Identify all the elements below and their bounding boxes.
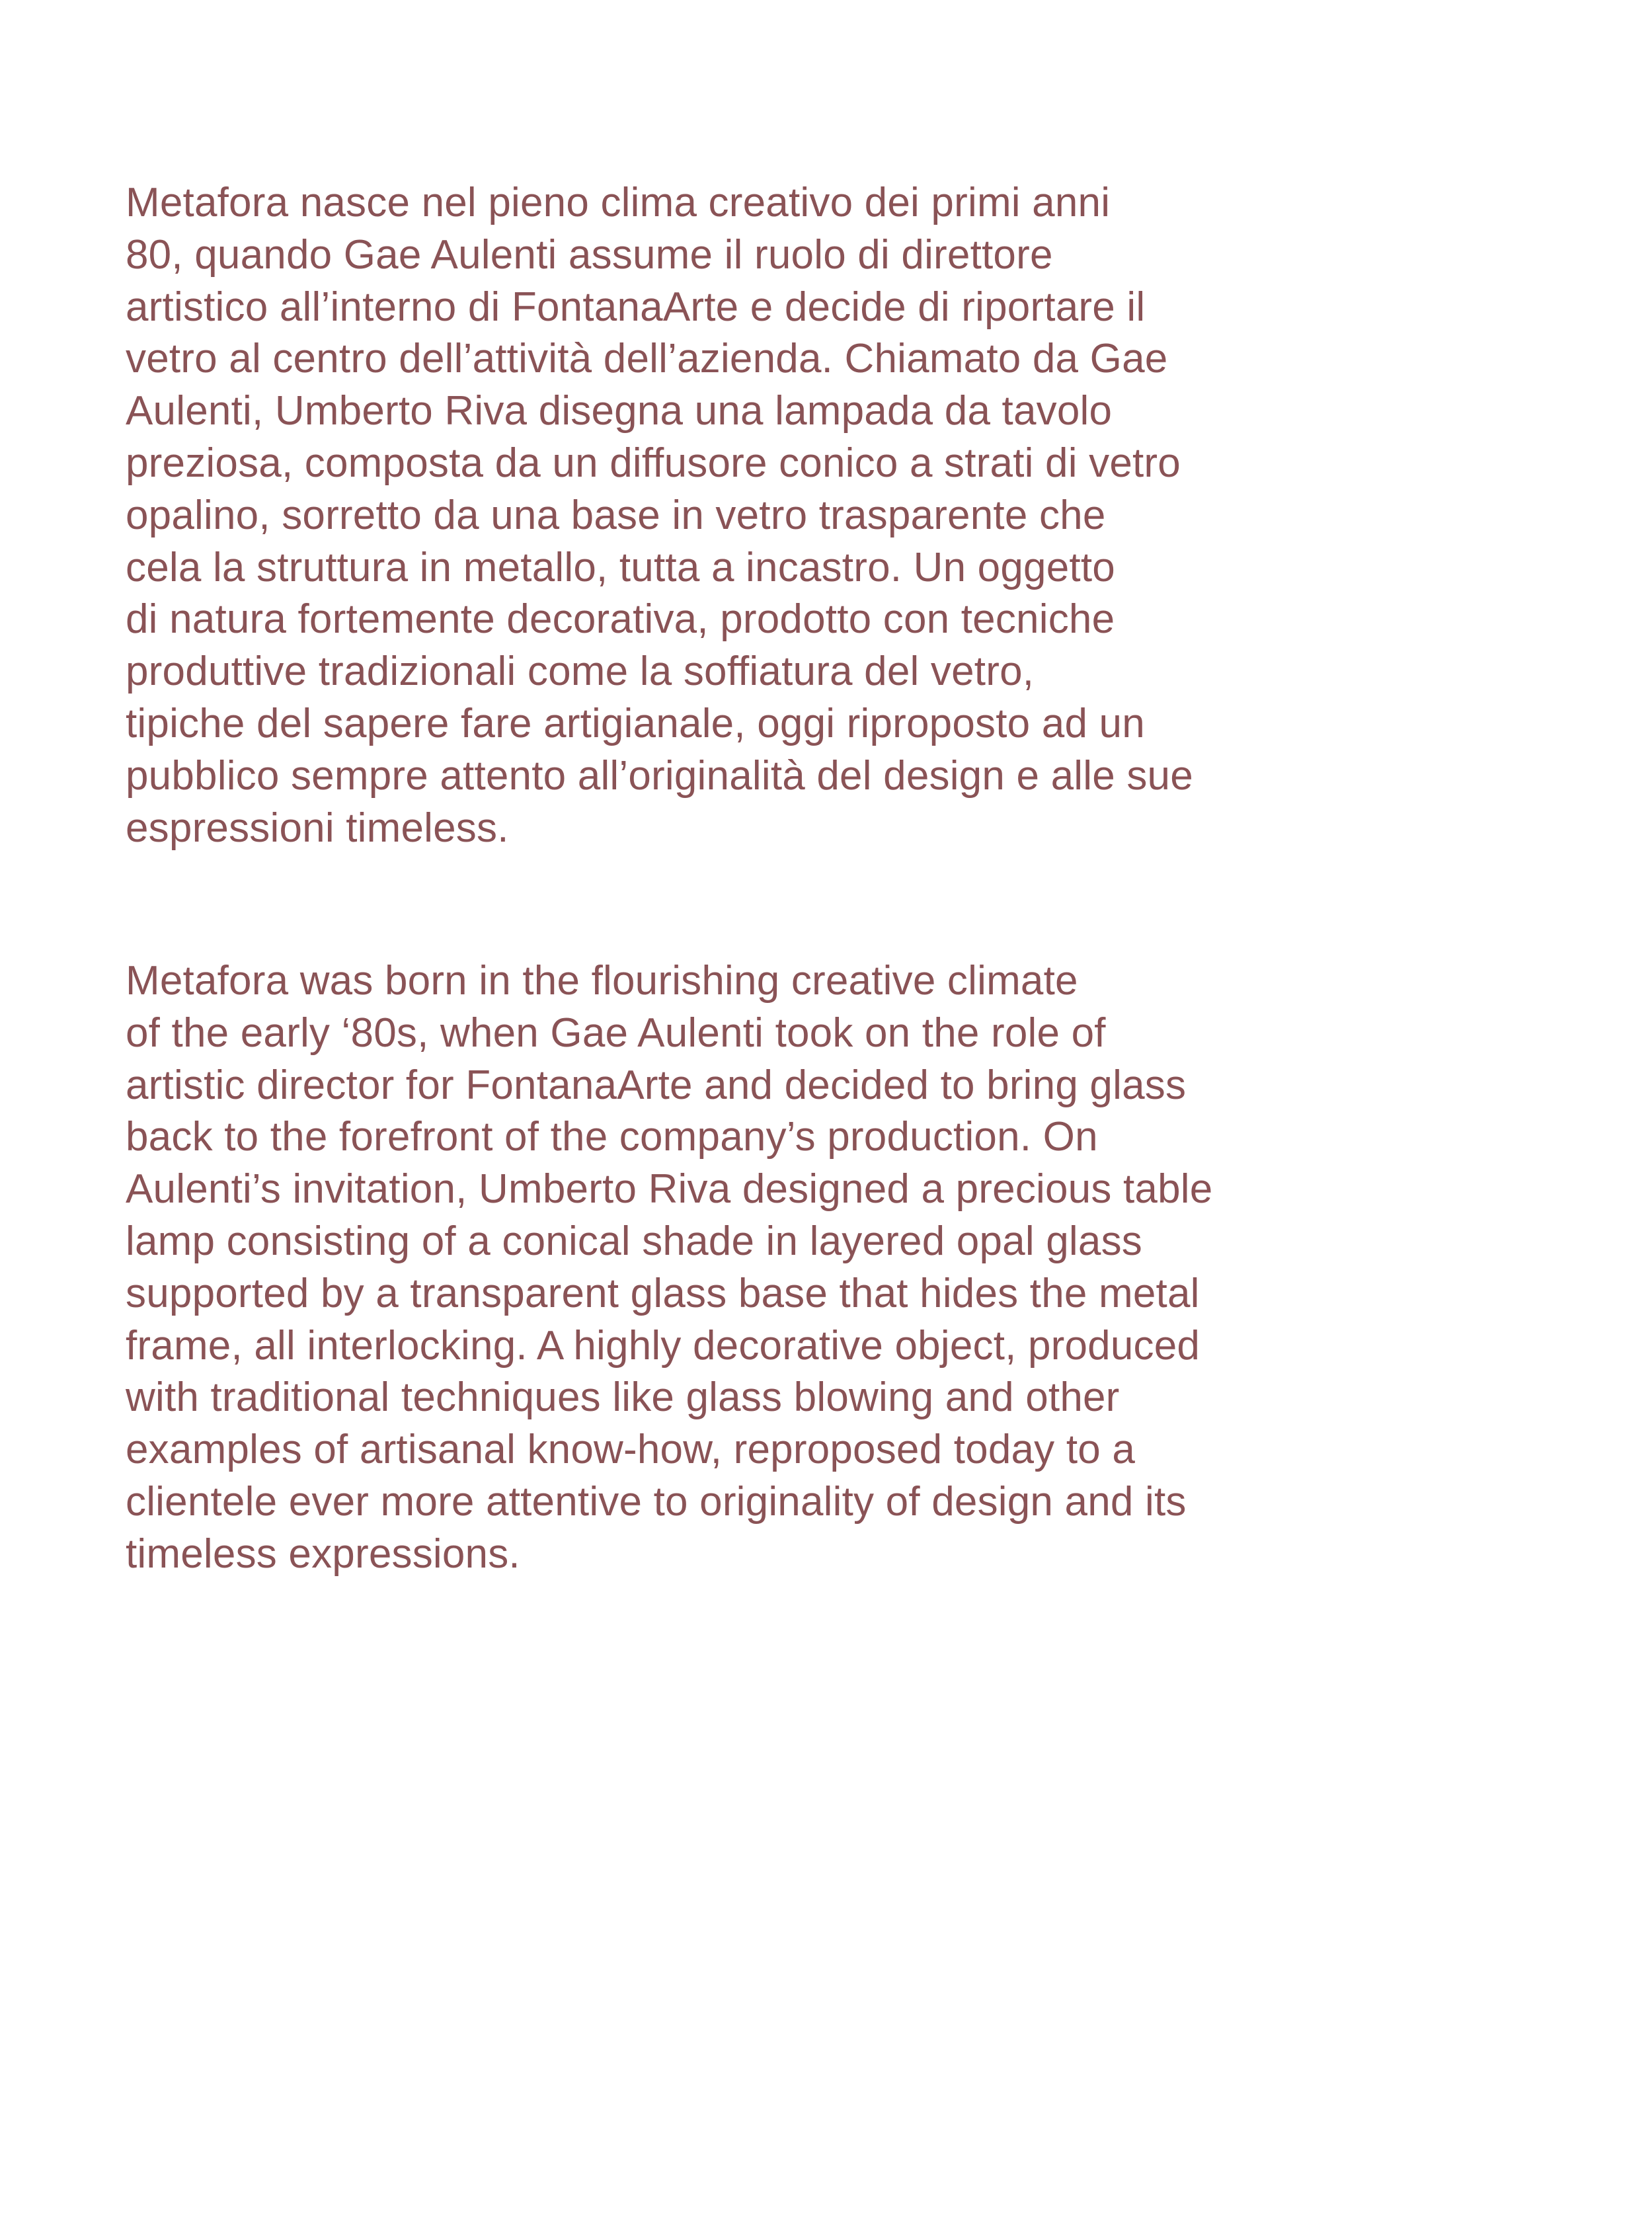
paragraph-line: supported by a transparent glass base that hides the metal bbox=[126, 1270, 1200, 1316]
paragraph-line: timeless expressions. bbox=[126, 1531, 520, 1577]
paragraph-line: di natura fortemente decorativa, prodotto con tecniche bbox=[126, 596, 1115, 643]
paragraph-line: Metafora was born in the flourishing creative climate bbox=[126, 958, 1078, 1004]
paragraph-line: Metafora nasce nel pieno clima creativo dei primi anni bbox=[126, 180, 1111, 225]
paragraph-line: espressioni timeless. bbox=[126, 805, 509, 851]
paragraph-line: with traditional techniques like glass blowing and other bbox=[126, 1374, 1120, 1421]
paragraph-line: produttive tradizionali come la soffiatura del vetro, bbox=[126, 649, 1035, 695]
paragraph-line: examples of artisanal know-how, reproposed today to a bbox=[126, 1427, 1136, 1473]
paragraph-line: tipiche del sapere fare artigianale, oggi riproposto ad un bbox=[126, 700, 1145, 746]
paragraph-line: vetro al centro dell’attività dell’azienda. Chiamato da Gae bbox=[126, 336, 1168, 382]
italian-description-paragraph bbox=[126, 177, 1448, 854]
paragraph-line: pubblico sempre attento all’originalità del design e alle sue bbox=[126, 752, 1193, 799]
paragraph-line: clientele ever more attentive to originality of design and its bbox=[126, 1478, 1187, 1525]
paragraph-line: Aulenti’s invitation, Umberto Riva designed a precious table bbox=[126, 1166, 1213, 1213]
paragraph-line: frame, all interlocking. A highly decorative object, produced bbox=[126, 1322, 1200, 1369]
paragraph-line: of the early ‘80s, when Gae Aulenti took on the role of bbox=[126, 1010, 1106, 1056]
paragraph-line: Aulenti, Umberto Riva disegna una lampada da tavolo bbox=[126, 388, 1113, 434]
english-description-paragraph bbox=[126, 955, 1448, 1581]
paragraph-line: opalino, sorretto da una base in vetro trasparente che bbox=[126, 492, 1106, 538]
paragraph-line: artistico all’interno di FontanaArte e decide di riportare il bbox=[126, 284, 1146, 330]
paragraph-line: back to the forefront of the company’s production. On bbox=[126, 1114, 1098, 1160]
paragraph-line: preziosa, composta da un diffusore conico a strati di vetro bbox=[126, 440, 1181, 486]
paragraph-line: lamp consisting of a conical shade in layered opal glass bbox=[126, 1218, 1142, 1264]
paragraph-line: artistic director for FontanaArte and decided to bring glass bbox=[126, 1062, 1187, 1108]
paragraph-line: 80, quando Gae Aulenti assume il ruolo di direttore bbox=[126, 231, 1053, 278]
paragraph-line: cela la struttura in metallo, tutta a incastro. Un oggetto bbox=[126, 544, 1115, 590]
